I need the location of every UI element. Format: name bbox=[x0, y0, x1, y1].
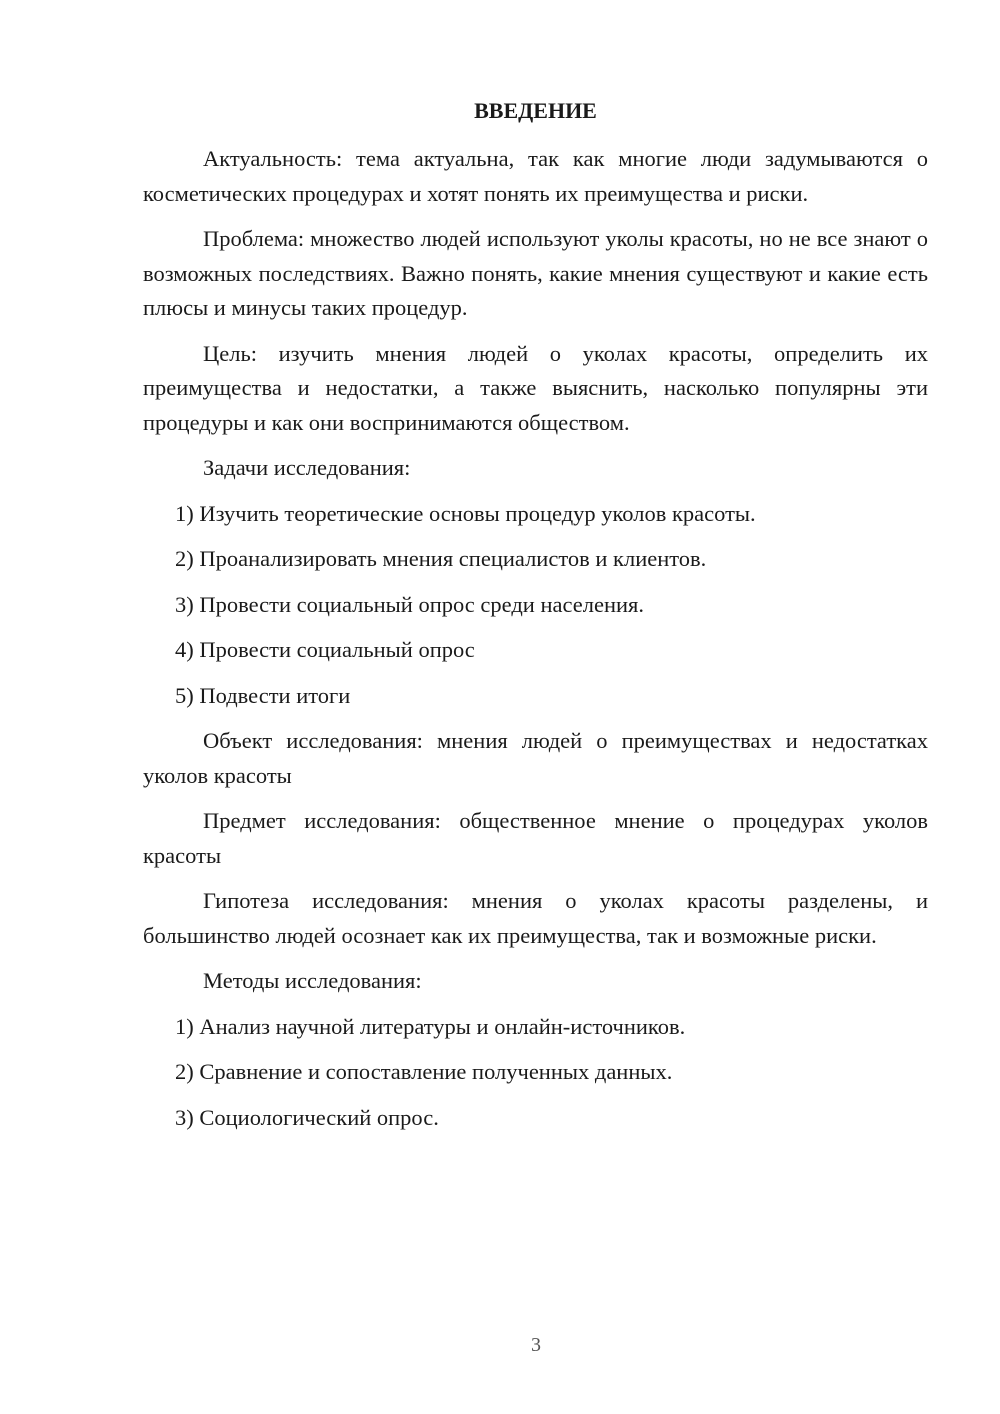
method-item-3: 3) Социологический опрос. bbox=[175, 1104, 439, 1130]
hypothesis-paragraph: Гипотеза исследования: мнения о уколах красоты разделены, и большинство людей осознает как их преимущества, так и возможные риски. bbox=[143, 888, 928, 948]
task-item-4: 4) Провести социальный опрос bbox=[175, 637, 475, 662]
tasks-title: Задачи исследования: bbox=[203, 455, 411, 480]
method-item-2: 2) Сравнение и сопоставление полученных данных. bbox=[175, 1059, 673, 1084]
problem-paragraph: Проблема: множество людей используют уколы красоты, но не все знают о возможных последствиях. Важно понять, какие мнения существуют и какие есть плюсы и минусы таких процедур. bbox=[143, 226, 928, 320]
task-item-3: 3) Провести социальный опрос среди населения. bbox=[175, 591, 645, 617]
section-heading: ВВЕДЕНИЕ bbox=[474, 98, 597, 123]
object-paragraph: Объект исследования: мнения людей о преимуществах и недостатках уколов красоты bbox=[143, 728, 928, 788]
task-item-5: 5) Подвести итоги bbox=[175, 682, 351, 708]
goal-paragraph: Цель: изучить мнения людей о уколах красоты, определить их преимущества и недостатки, а также выяснить, насколько популярны эти процедуры и как они воспринимаются обществом. bbox=[143, 340, 928, 435]
task-item-1: 1) Изучить теоретические основы процедур уколов красоты. bbox=[175, 500, 756, 526]
page-content bbox=[143, 96, 928, 1146]
methods-title: Методы исследования: bbox=[203, 968, 422, 993]
task-item-2: 2) Проанализировать мнения специалистов и клиентов. bbox=[175, 546, 707, 571]
relevance-paragraph: Актуальность: тема актуальна, так как многие люди задумываются о косметических процедурах и хотят понять их преимущества и риски. bbox=[143, 146, 928, 206]
subject-paragraph: Предмет исследования: общественное мнение о процедурах уколов красоты bbox=[143, 808, 928, 868]
page-number: 3 bbox=[531, 1334, 541, 1356]
method-item-1: 1) Анализ научной литературы и онлайн-источников. bbox=[175, 1013, 686, 1039]
